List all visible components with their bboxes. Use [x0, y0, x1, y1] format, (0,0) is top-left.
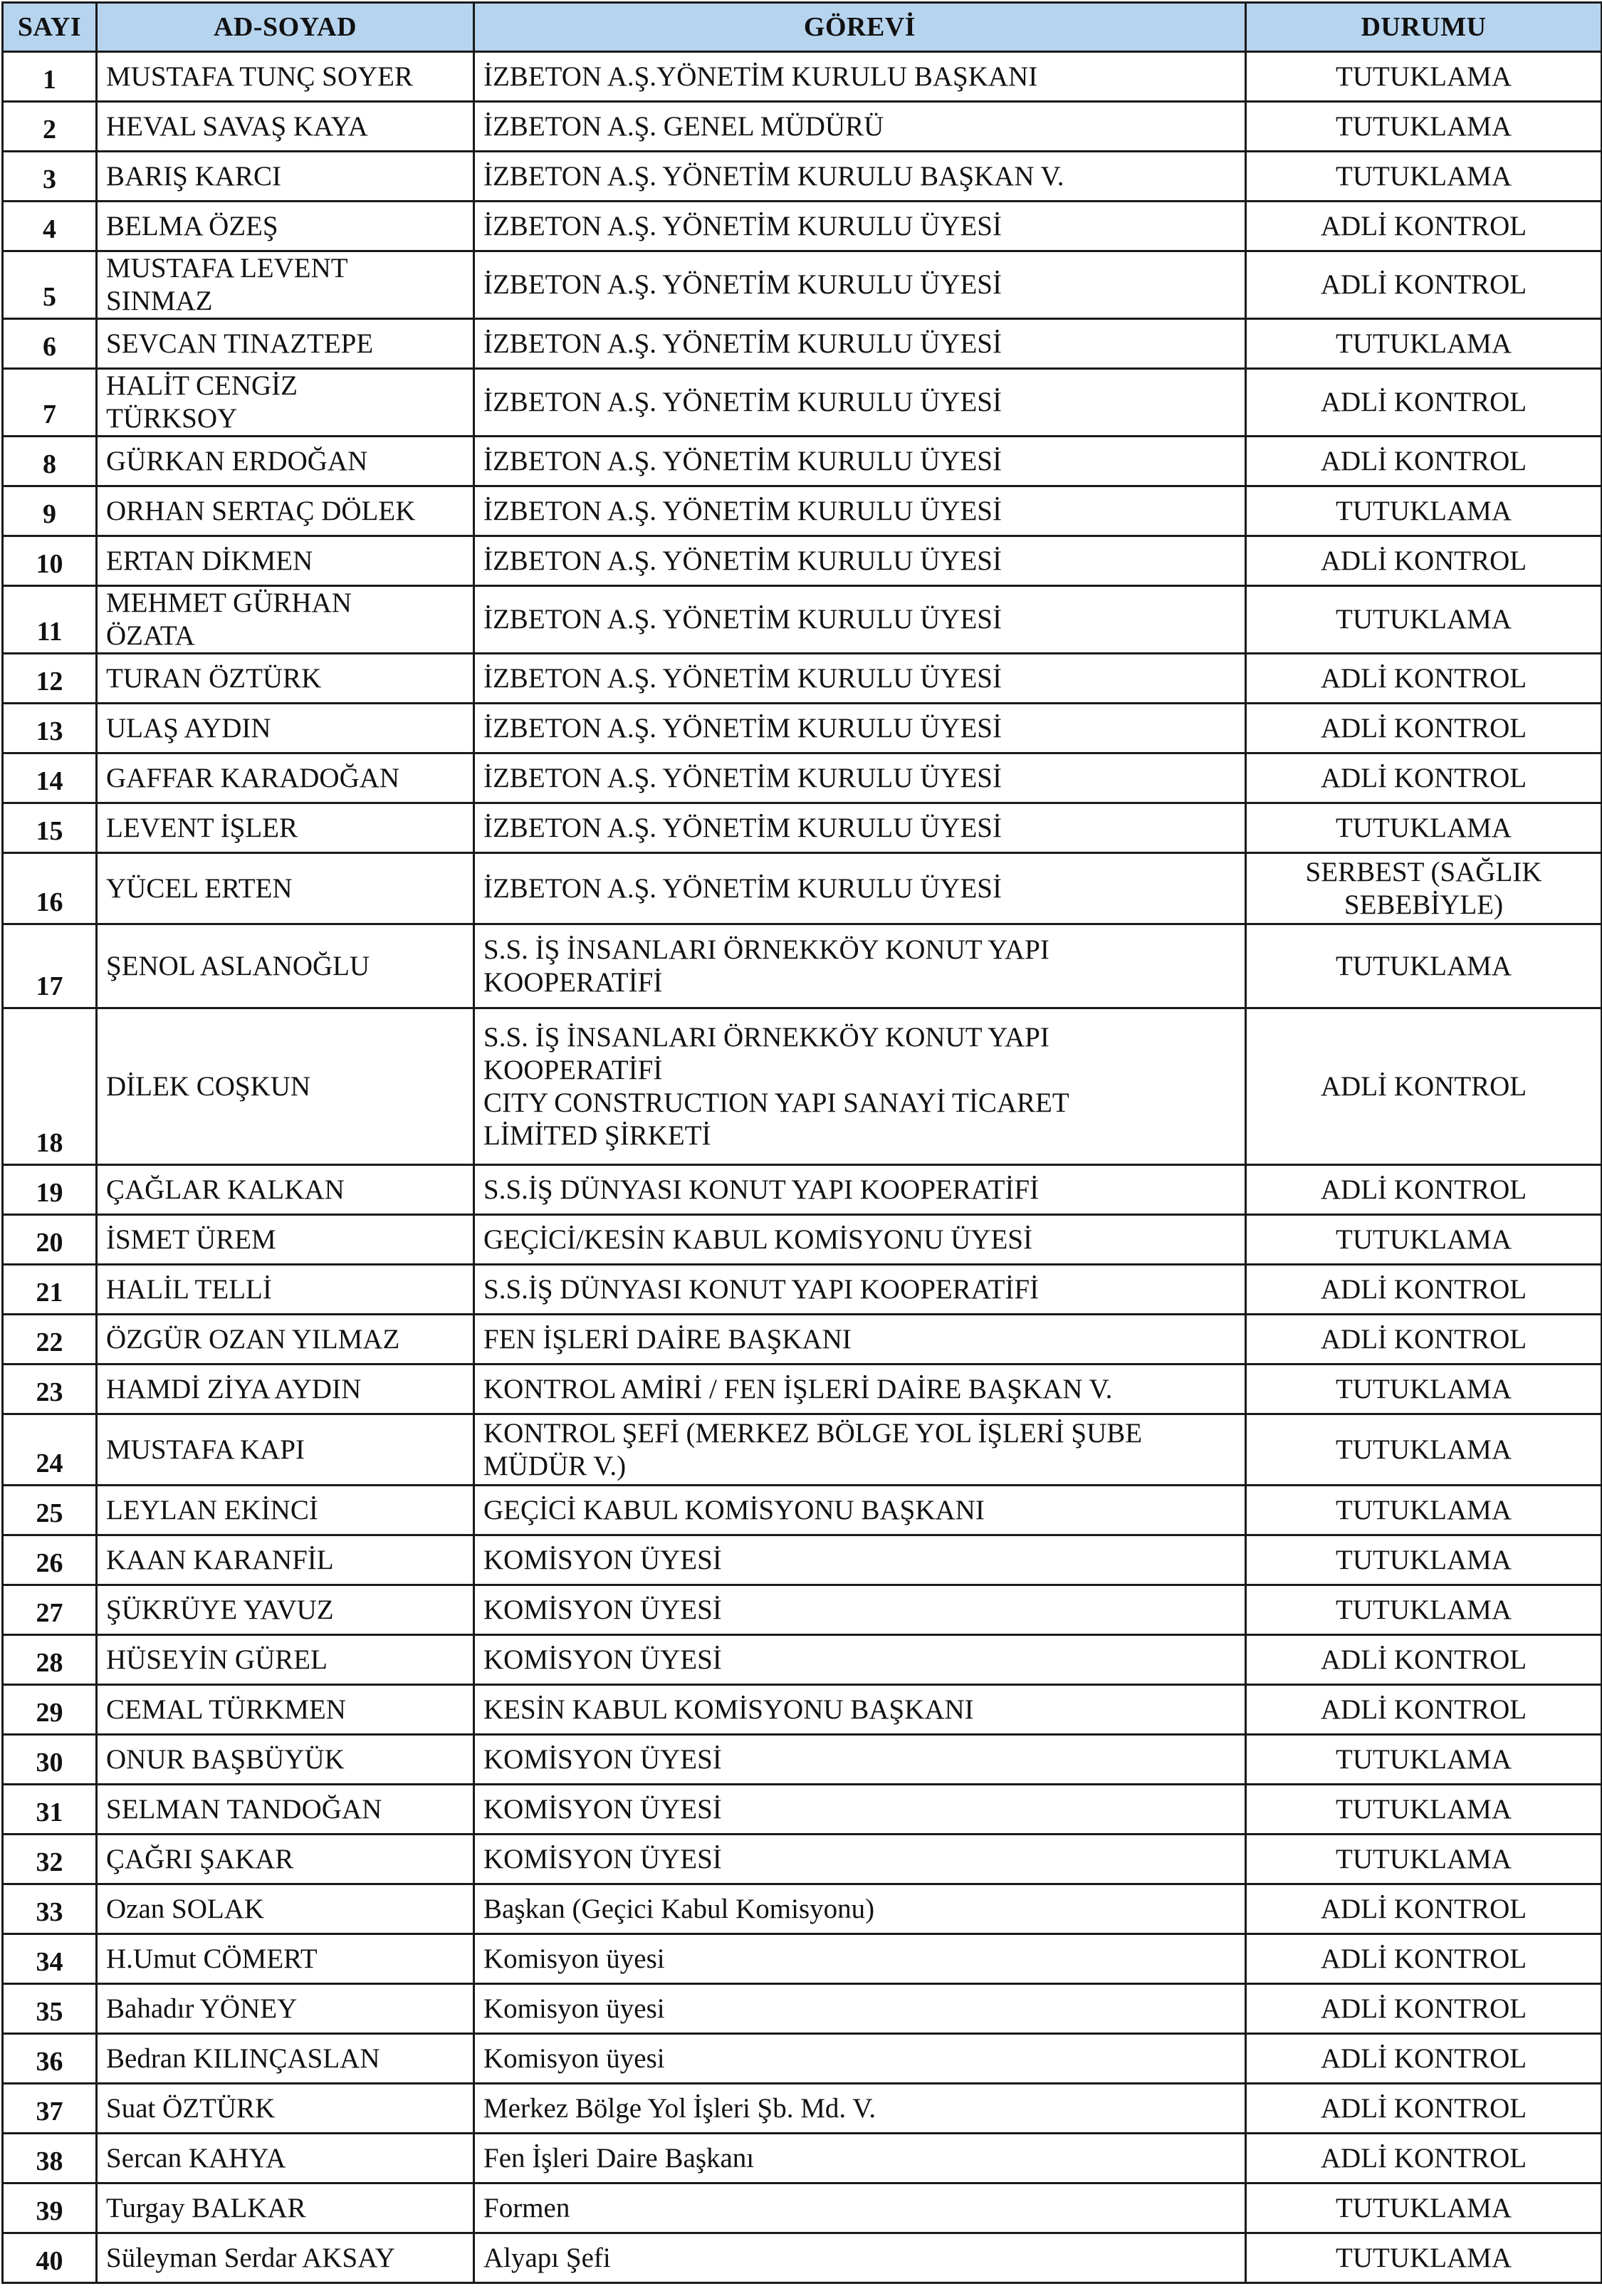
row-number: 31 — [3, 1785, 97, 1835]
row-role: Fen İşleri Daire Başkanı — [474, 2134, 1246, 2183]
row-role: İZBETON A.Ş. GENEL MÜDÜRÜ — [474, 102, 1246, 152]
row-name: TURAN ÖZTÜRK — [97, 654, 474, 704]
table-row — [3, 2134, 1602, 2183]
row-number: 32 — [3, 1835, 97, 1884]
table-row — [3, 1414, 1602, 1486]
header-name: AD-SOYAD — [97, 3, 474, 52]
table-row — [3, 2034, 1602, 2084]
row-role: KOMİSYON ÜYESİ — [474, 1585, 1246, 1635]
row-name: HÜSEYİN GÜREL — [97, 1635, 474, 1685]
row-role: FEN İŞLERİ DAİRE BAŞKANI — [474, 1315, 1246, 1364]
row-status: TUTUKLAMA — [1246, 152, 1602, 202]
row-name: Sercan KAHYA — [97, 2134, 474, 2183]
table-row — [3, 753, 1602, 803]
row-number: 8 — [3, 437, 97, 486]
row-status: TUTUKLAMA — [1246, 52, 1602, 102]
row-role: Komisyon üyesi — [474, 2034, 1246, 2084]
table-row — [3, 152, 1602, 202]
row-number: 29 — [3, 1685, 97, 1735]
row-status: TUTUKLAMA — [1246, 102, 1602, 152]
table-row — [3, 2183, 1602, 2233]
row-status: TUTUKLAMA — [1246, 924, 1602, 1008]
table-row — [3, 654, 1602, 704]
header-role: GÖREVİ — [474, 3, 1246, 52]
row-status: TUTUKLAMA — [1246, 1735, 1602, 1785]
row-number: 22 — [3, 1315, 97, 1364]
row-number: 26 — [3, 1535, 97, 1585]
row-number: 3 — [3, 152, 97, 202]
row-status: ADLİ KONTROL — [1246, 536, 1602, 586]
row-number: 25 — [3, 1486, 97, 1535]
row-status: ADLİ KONTROL — [1246, 202, 1602, 251]
row-status: TUTUKLAMA — [1246, 1215, 1602, 1265]
row-name: İSMET ÜREM — [97, 1215, 474, 1265]
row-role: KOMİSYON ÜYESİ — [474, 1635, 1246, 1685]
row-name: ÇAĞRI ŞAKAR — [97, 1835, 474, 1884]
row-number: 12 — [3, 654, 97, 704]
table-row — [3, 1315, 1602, 1364]
table-row — [3, 2084, 1602, 2134]
row-name: LEYLAN EKİNCİ — [97, 1486, 474, 1535]
row-number: 28 — [3, 1635, 97, 1685]
detainee-table — [1, 1, 1602, 2284]
table-row — [3, 1785, 1602, 1835]
row-name: GÜRKAN ERDOĞAN — [97, 437, 474, 486]
row-name: KAAN KARANFİL — [97, 1535, 474, 1585]
row-name: ŞENOL ASLANOĞLU — [97, 924, 474, 1008]
row-number: 24 — [3, 1414, 97, 1486]
row-name: CEMAL TÜRKMEN — [97, 1685, 474, 1735]
row-role: İZBETON A.Ş. YÖNETİM KURULU ÜYESİ — [474, 853, 1246, 924]
row-role: KOMİSYON ÜYESİ — [474, 1835, 1246, 1884]
row-status: ADLİ KONTROL — [1246, 437, 1602, 486]
row-role: S.S.İŞ DÜNYASI KONUT YAPI KOOPERATİFİ — [474, 1265, 1246, 1315]
row-number: 36 — [3, 2034, 97, 2084]
table-row — [3, 251, 1602, 319]
row-status: ADLİ KONTROL — [1246, 1008, 1602, 1165]
row-status: TUTUKLAMA — [1246, 1585, 1602, 1635]
row-role: İZBETON A.Ş. YÖNETİM KURULU ÜYESİ — [474, 437, 1246, 486]
row-name: Süleyman Serdar AKSAY — [97, 2233, 474, 2283]
row-name: GAFFAR KARADOĞAN — [97, 753, 474, 803]
row-name: SEVCAN TINAZTEPE — [97, 319, 474, 369]
row-role: KOMİSYON ÜYESİ — [474, 1785, 1246, 1835]
row-name: ERTAN DİKMEN — [97, 536, 474, 586]
table-row — [3, 1265, 1602, 1315]
header-sayi: SAYI — [3, 3, 97, 52]
row-number: 39 — [3, 2183, 97, 2233]
row-role: İZBETON A.Ş. YÖNETİM KURULU BAŞKAN V. — [474, 152, 1246, 202]
row-status: ADLİ KONTROL — [1246, 1165, 1602, 1215]
row-name: HEVAL SAVAŞ KAYA — [97, 102, 474, 152]
table-row — [3, 586, 1602, 654]
row-role: İZBETON A.Ş. YÖNETİM KURULU ÜYESİ — [474, 753, 1246, 803]
row-number: 2 — [3, 102, 97, 152]
row-number: 19 — [3, 1165, 97, 1215]
row-role: KONTROL ŞEFİ (MERKEZ BÖLGE YOL İŞLERİ ŞUBE MÜDÜR V.) — [474, 1414, 1246, 1486]
table-row — [3, 1008, 1602, 1165]
row-role: GEÇİCİ/KESİN KABUL KOMİSYONU ÜYESİ — [474, 1215, 1246, 1265]
row-number: 27 — [3, 1585, 97, 1635]
row-status: TUTUKLAMA — [1246, 586, 1602, 654]
row-status: ADLİ KONTROL — [1246, 2084, 1602, 2134]
row-role: S.S.İŞ DÜNYASI KONUT YAPI KOOPERATİFİ — [474, 1165, 1246, 1215]
row-number: 40 — [3, 2233, 97, 2283]
row-role: KOMİSYON ÜYESİ — [474, 1735, 1246, 1785]
table-row — [3, 1364, 1602, 1414]
row-status: ADLİ KONTROL — [1246, 1265, 1602, 1315]
row-status: ADLİ KONTROL — [1246, 2034, 1602, 2084]
row-name: BARIŞ KARCI — [97, 152, 474, 202]
row-number: 18 — [3, 1008, 97, 1165]
table-row — [3, 1486, 1602, 1535]
row-name: MUSTAFA LEVENT SINMAZ — [97, 251, 474, 319]
table-row — [3, 704, 1602, 753]
table-row — [3, 1984, 1602, 2034]
row-name: Bedran KILINÇASLAN — [97, 2034, 474, 2084]
row-role: KESİN KABUL KOMİSYONU BAŞKANI — [474, 1685, 1246, 1735]
table-row — [3, 536, 1602, 586]
row-name: ÖZGÜR OZAN YILMAZ — [97, 1315, 474, 1364]
table-row — [3, 369, 1602, 437]
row-name: ORHAN SERTAÇ DÖLEK — [97, 486, 474, 536]
row-name: ONUR BAŞBÜYÜK — [97, 1735, 474, 1785]
row-number: 34 — [3, 1934, 97, 1984]
table-row — [3, 52, 1602, 102]
row-role: İZBETON A.Ş. YÖNETİM KURULU ÜYESİ — [474, 536, 1246, 586]
row-status: ADLİ KONTROL — [1246, 1984, 1602, 2034]
row-status: SERBEST (SAĞLIK SEBEBİYLE) — [1246, 853, 1602, 924]
row-name: Ozan SOLAK — [97, 1884, 474, 1934]
table-row — [3, 486, 1602, 536]
row-name: BELMA ÖZEŞ — [97, 202, 474, 251]
row-status: ADLİ KONTROL — [1246, 1315, 1602, 1364]
row-number: 21 — [3, 1265, 97, 1315]
row-number: 15 — [3, 803, 97, 853]
table-row — [3, 2233, 1602, 2283]
row-name: HALİT CENGİZ TÜRKSOY — [97, 369, 474, 437]
row-name: ÇAĞLAR KALKAN — [97, 1165, 474, 1215]
table-row — [3, 1835, 1602, 1884]
table-row — [3, 1585, 1602, 1635]
row-role: İZBETON A.Ş. YÖNETİM KURULU ÜYESİ — [474, 803, 1246, 853]
row-number: 9 — [3, 486, 97, 536]
row-number: 33 — [3, 1884, 97, 1934]
row-role: İZBETON A.Ş. YÖNETİM KURULU ÜYESİ — [474, 654, 1246, 704]
row-status: ADLİ KONTROL — [1246, 1934, 1602, 1984]
row-status: ADLİ KONTROL — [1246, 369, 1602, 437]
row-name: Suat ÖZTÜRK — [97, 2084, 474, 2134]
row-role: Formen — [474, 2183, 1246, 2233]
row-name: MUSTAFA TUNÇ SOYER — [97, 52, 474, 102]
row-status: TUTUKLAMA — [1246, 2233, 1602, 2283]
row-role: Merkez Bölge Yol İşleri Şb. Md. V. — [474, 2084, 1246, 2134]
table-row — [3, 1884, 1602, 1934]
row-status: ADLİ KONTROL — [1246, 2134, 1602, 2183]
row-name: DİLEK COŞKUN — [97, 1008, 474, 1165]
table-row — [3, 1535, 1602, 1585]
row-number: 38 — [3, 2134, 97, 2183]
row-number: 7 — [3, 369, 97, 437]
row-number: 35 — [3, 1984, 97, 2034]
row-name: MEHMET GÜRHAN ÖZATA — [97, 586, 474, 654]
row-name: LEVENT İŞLER — [97, 803, 474, 853]
row-role: KONTROL AMİRİ / FEN İŞLERİ DAİRE BAŞKAN V. — [474, 1364, 1246, 1414]
row-name: Turgay BALKAR — [97, 2183, 474, 2233]
table-row — [3, 853, 1602, 924]
row-number: 14 — [3, 753, 97, 803]
row-number: 11 — [3, 586, 97, 654]
row-status: ADLİ KONTROL — [1246, 1685, 1602, 1735]
row-name: Bahadır YÖNEY — [97, 1984, 474, 2034]
table-row — [3, 102, 1602, 152]
row-name: H.Umut CÖMERT — [97, 1934, 474, 1984]
row-number: 20 — [3, 1215, 97, 1265]
row-role: Alyapı Şefi — [474, 2233, 1246, 2283]
table-row — [3, 1635, 1602, 1685]
row-name: HAMDİ ZİYA AYDIN — [97, 1364, 474, 1414]
row-role: Başkan (Geçici Kabul Komisyonu) — [474, 1884, 1246, 1934]
row-status: TUTUKLAMA — [1246, 319, 1602, 369]
row-name: MUSTAFA KAPI — [97, 1414, 474, 1486]
row-role: İZBETON A.Ş. YÖNETİM KURULU ÜYESİ — [474, 251, 1246, 319]
row-role: S.S. İŞ İNSANLARI ÖRNEKKÖY KONUT YAPI KOOPERATİFİ — [474, 924, 1246, 1008]
table-row — [3, 319, 1602, 369]
row-role: İZBETON A.Ş. YÖNETİM KURULU ÜYESİ — [474, 319, 1246, 369]
row-status: TUTUKLAMA — [1246, 1835, 1602, 1884]
row-status: ADLİ KONTROL — [1246, 654, 1602, 704]
table-row — [3, 1165, 1602, 1215]
row-status: TUTUKLAMA — [1246, 1364, 1602, 1414]
row-name: ULAŞ AYDIN — [97, 704, 474, 753]
row-role: Komisyon üyesi — [474, 1934, 1246, 1984]
row-status: ADLİ KONTROL — [1246, 753, 1602, 803]
row-number: 4 — [3, 202, 97, 251]
row-role: S.S. İŞ İNSANLARI ÖRNEKKÖY KONUT YAPI KOOPERATİFİ CITY CONSTRUCTION YAPI SANAYİ TİCARET LİMİTED ŞİRKETİ — [474, 1008, 1246, 1165]
table-row — [3, 1934, 1602, 1984]
row-number: 17 — [3, 924, 97, 1008]
row-status: TUTUKLAMA — [1246, 803, 1602, 853]
row-number: 5 — [3, 251, 97, 319]
row-role: İZBETON A.Ş. YÖNETİM KURULU ÜYESİ — [474, 586, 1246, 654]
row-status: TUTUKLAMA — [1246, 2183, 1602, 2233]
table-row — [3, 803, 1602, 853]
table-row — [3, 437, 1602, 486]
row-number: 16 — [3, 853, 97, 924]
row-number: 6 — [3, 319, 97, 369]
row-number: 30 — [3, 1735, 97, 1785]
row-number: 23 — [3, 1364, 97, 1414]
row-role: GEÇİCİ KABUL KOMİSYONU BAŞKANI — [474, 1486, 1246, 1535]
row-status: ADLİ KONTROL — [1246, 251, 1602, 319]
row-role: İZBETON A.Ş. YÖNETİM KURULU ÜYESİ — [474, 486, 1246, 536]
header-row — [3, 3, 1602, 52]
row-status: TUTUKLAMA — [1246, 1785, 1602, 1835]
table-row — [3, 1685, 1602, 1735]
row-name: ŞÜKRÜYE YAVUZ — [97, 1585, 474, 1635]
row-role: Komisyon üyesi — [474, 1984, 1246, 2034]
row-number: 1 — [3, 52, 97, 102]
table-row — [3, 1215, 1602, 1265]
table-row — [3, 924, 1602, 1008]
row-name: HALİL TELLİ — [97, 1265, 474, 1315]
header-status: DURUMU — [1246, 3, 1602, 52]
row-role: İZBETON A.Ş. YÖNETİM KURULU ÜYESİ — [474, 704, 1246, 753]
row-role: KOMİSYON ÜYESİ — [474, 1535, 1246, 1585]
row-name: YÜCEL ERTEN — [97, 853, 474, 924]
row-status: ADLİ KONTROL — [1246, 1635, 1602, 1685]
row-status: TUTUKLAMA — [1246, 486, 1602, 536]
table-row — [3, 1735, 1602, 1785]
row-status: ADLİ KONTROL — [1246, 1884, 1602, 1934]
row-status: TUTUKLAMA — [1246, 1486, 1602, 1535]
table-row — [3, 202, 1602, 251]
row-role: İZBETON A.Ş. YÖNETİM KURULU ÜYESİ — [474, 202, 1246, 251]
row-role: İZBETON A.Ş. YÖNETİM KURULU ÜYESİ — [474, 369, 1246, 437]
row-status: TUTUKLAMA — [1246, 1535, 1602, 1585]
row-number: 10 — [3, 536, 97, 586]
row-role: İZBETON A.Ş.YÖNETİM KURULU BAŞKANI — [474, 52, 1246, 102]
row-number: 37 — [3, 2084, 97, 2134]
row-status: TUTUKLAMA — [1246, 1414, 1602, 1486]
row-status: ADLİ KONTROL — [1246, 704, 1602, 753]
row-number: 13 — [3, 704, 97, 753]
row-name: SELMAN TANDOĞAN — [97, 1785, 474, 1835]
